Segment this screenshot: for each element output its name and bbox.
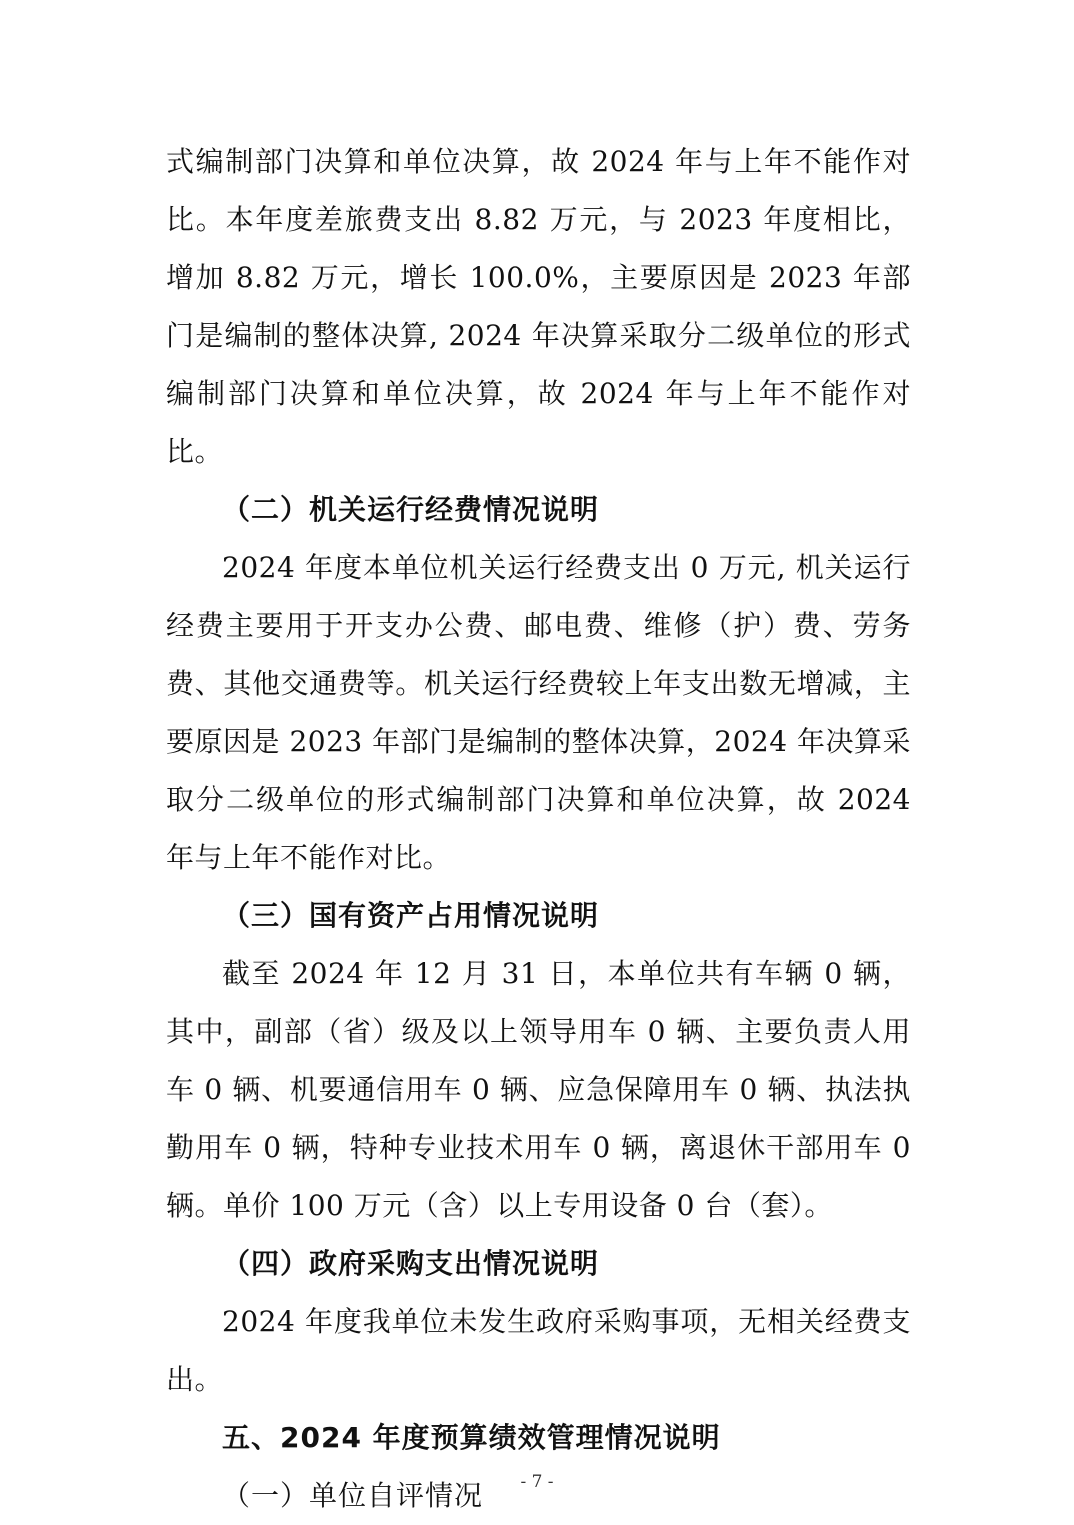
document-body — [166, 133, 911, 1525]
heading-government-procurement: （四）政府采购支出情况说明 — [222, 1247, 600, 1280]
heading-state-assets: （三）国有资产占用情况说明 — [222, 899, 600, 932]
paragraph-operating-expenses: 2024 年度本单位机关运行经费支出 0 万元, 机关运行经费主要用于开支办公费、邮电费、维修（护）费、劳务费、其他交通费等。机关运行经费较上年支出数无增减，主要原因是 2023 年部门是编制的整体决算，2024 年决算采取分二级单位的形式编制部门决算和单位决算，故 2024 年与上年不能作对比。 — [166, 551, 911, 874]
page-number: - 7 - — [520, 1472, 554, 1492]
heading-self-evaluation: （一）单位自评情况 — [222, 1479, 484, 1512]
heading-performance-management: 五、2024 年度预算绩效管理情况说明 — [222, 1421, 721, 1454]
paragraph-government-procurement: 2024 年度我单位未发生政府采购事项，无相关经费支出。 — [166, 1305, 911, 1396]
heading-operating-expenses: （二）机关运行经费情况说明 — [222, 493, 600, 526]
paragraph-travel-expense: 式编制部门决算和单位决算，故 2024 年与上年不能作对比。本年度差旅费支出 8.82 万元，与 2023 年度相比，增加 8.82 万元，增长 100.0%，主要原因是 2023 年部门是编制的整体决算, 2024 年决算采取分二级单位的形式编制部门决算和单位决算，故 2024 年与上年不能作对比。 — [166, 145, 911, 468]
paragraph-state-assets: 截至 2024 年 12 月 31 日，本单位共有车辆 0 辆，其中，副部（省）级及以上领导用车 0 辆、主要负责人用车 0 辆、机要通信用车 0 辆、应急保障用车 0 辆、执法执勤用车 0 辆，特种专业技术用车 0 辆，离退休干部用车 0 辆。单价 100 万元（含）以上专用设备 0 台（套）。 — [166, 957, 911, 1222]
